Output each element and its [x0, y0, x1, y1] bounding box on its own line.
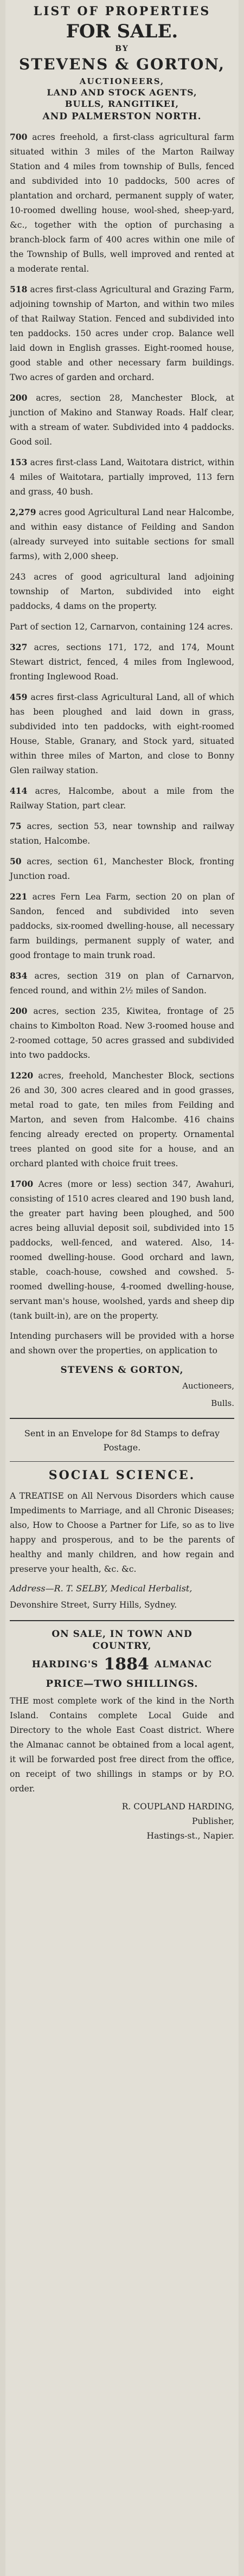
almanac-year: 1884	[104, 1655, 149, 1674]
almanac-signature	[10, 1800, 234, 1843]
towns-label: BULLS, RANGITIKEI,	[65, 99, 179, 109]
listing-item: 243 acres of good agricultural land adjoining township of Marton, subdivided into eight paddocks, 4 dams on the property.	[10, 572, 234, 611]
divider	[10, 1418, 234, 1419]
social-science-title: SOCIAL SCIENCE.	[48, 1468, 196, 1482]
listing-item: 200 acres, section 235, Kiwitea, frontage of 25 chains to Kimbolton Road. New 3-roomed house and 2-roomed cottage, 50 acres grassed and subdivided into two paddocks.	[10, 1006, 234, 1060]
listing-item: 153 acres first-class Land, Waitotara district, within 4 miles of Waitotara, partially improved, 113 fern and grass, 40 bush.	[10, 457, 234, 497]
almanac-address: Hastings-st., Napier.	[146, 1831, 234, 1841]
by-label: BY	[115, 44, 129, 53]
agents-label: LAND AND STOCK AGENTS,	[47, 87, 197, 98]
social-science-address: Address—R. T. SELBY, Medical Herbalist,	[10, 1583, 192, 1594]
closing-place: Bulls.	[211, 1398, 234, 1408]
listing-item: 327 acres, sections 171, 172, and 174, Mount Stewart district, fenced, 4 miles from Inglewood, fronting Inglewood Road.	[10, 642, 234, 682]
listing-item: 700 acres freehold, a first-class agricultural farm situated within 3 miles of the Marton Railway Station and 4 miles from township of Bulls, fenced and subdivided into 10 paddocks, 500 acres of plantation and orchard, permanent supply of water, 10-roomed dwelling house, wool-shed, sheep-yard, &c., together with the option of purchasing a branch-block farm of 400 acres within one mile of the Township of Bulls, well improved and rented at a moderate rental.	[10, 132, 234, 274]
listing-item: 834 acres, section 319 on plan of Carnarvon, fenced round, and within 2½ miles of Sandon.	[10, 971, 234, 995]
listing-item: 75 acres, section 53, near township and railway station, Halcombe.	[10, 821, 234, 846]
newspaper-column	[5, 0, 239, 2576]
almanac-country: COUNTRY,	[92, 1641, 152, 1652]
listing-item: 414 acres, Halcombe, about a mile from the Railway Station, part clear.	[10, 786, 234, 811]
social-science-address-2: Devonshire Street, Surry Hills, Sydney.	[10, 1600, 177, 1610]
firm-name: STEVENS & GORTON,	[19, 55, 225, 73]
property-listings	[10, 130, 234, 1324]
almanac-price: PRICE—TWO SHILLINGS.	[46, 1678, 198, 1690]
closing-firm: STEVENS & GORTON,	[60, 1365, 184, 1376]
almanac-on-sale: ON SALE, IN TOWN AND	[52, 1629, 192, 1640]
almanac-name: HARDING'S	[31, 1659, 99, 1670]
almanac-publisher: R. COUPLAND HARDING,	[121, 1802, 234, 1811]
social-science-body: A TREATISE on All Nervous Disorders which cause Impediments to Marriage, and all Chronic Diseases; also, How to Choose a Partner for Life, so as to live happy and prosperous, and to be the parents of healthy and manly children, and how regain and preserve your health, &c. &c.	[10, 1491, 234, 1574]
auctioneers-label: AUCTIONEERS,	[79, 76, 165, 86]
divider	[10, 1461, 234, 1462]
almanac-title	[10, 1655, 234, 1674]
closing-note: Intending purchasers will be provided with a horse and shown over the properties, on application to	[10, 1331, 234, 1356]
listing-item: 50 acres, section 61, Manchester Block, fronting Junction road.	[10, 856, 234, 881]
listing-item: 459 acres first-class Agricultural Land, all of which has been ploughed and laid down in grass, subdivided into ten paddocks, with eight-roomed House, Stable, Granary, and Stock yard, situated within three miles of Marton, and close to Bonny Glen railway station.	[10, 692, 234, 775]
listing-item: 1220 acres, freehold, Manchester Block, sections 26 and 30, 300 acres cleared and in good grasses, metal road to gate, ten miles from Feilding and Marton, and seven from Halcombe. 416 chains fencing already erected on property. Ornamental trees planted on good site for a house, and an orchard planted with choice fruit trees.	[10, 1070, 234, 1168]
listing-item: 221 acres Fern Lea Farm, section 20 on plan of Sandon, fenced and subdivided into seven paddocks, six-roomed dwelling-house, all necessary farm buildings, permanent supply of water, and good frontage to main trunk road.	[10, 891, 234, 960]
almanac-body: THE most complete work of the kind in the North Island. Contains complete Local Guide and Directory to the whole East Coast district. Where the Almanac cannot be obtained from a local agent, it will be forwarded post free direct from the office, on receipt of two shillings in stamps or by P.O. order.	[10, 1696, 234, 1794]
sent-notice: Sent in an Envelope for 8d Stamps to defray Postage.	[24, 1428, 220, 1453]
towns-label-2: AND PALMERSTON NORTH.	[42, 111, 202, 122]
almanac-role: Publisher,	[192, 1816, 234, 1826]
listing-item: 200 acres, section 28, Manchester Block, at junction of Makino and Stanway Roads. Half clear, with a stream of water. Subdivided into 4 paddocks. Good soil.	[10, 393, 234, 447]
listing-item: Part of section 12, Carnarvon, containing 124 acres.	[10, 622, 233, 632]
closing-role: Auctioneers,	[182, 1381, 234, 1391]
almanac-name-2: ALMANAC	[154, 1659, 213, 1670]
listing-item: 518 acres first-class Agricultural and Grazing Farm, adjoining township of Marton, and within two miles of that Railway Station. Fenced and subdivided into ten paddocks. 150 acres under crop. Balance well laid down in English grasses. Eight-roomed house, good stable and other necessary farm buildings. Two acres of garden and orchard.	[10, 284, 234, 382]
list-of-properties-heading: LIST OF PROPERTIES	[33, 4, 211, 18]
for-sale-heading: FOR SALE.	[66, 21, 178, 42]
listing-item: 2,279 acres good Agricultural Land near Halcombe, and within easy distance of Feilding and Sandon (already surveyed into suitable sections for small farms), with 2,000 sheep.	[10, 507, 234, 561]
listing-item: 1700 Acres (more or less) section 347, Awahuri, consisting of 1510 acres cleared and 190 bush land, the greater part having been ploughed, and 500 acres being alluvial deposit soil, subdivided into 15 paddocks, well-fenced, and watered. Also, 14-roomed dwelling-house. Good orchard and lawn, stable, coach-house, cowshed and cowshed. 5-roomed dwelling-house, 4-roomed dwelling-house, servant man's house, woolshed, yards and sheep dip (tank built-in), are on the property.	[10, 1179, 234, 1321]
divider	[10, 1620, 234, 1621]
